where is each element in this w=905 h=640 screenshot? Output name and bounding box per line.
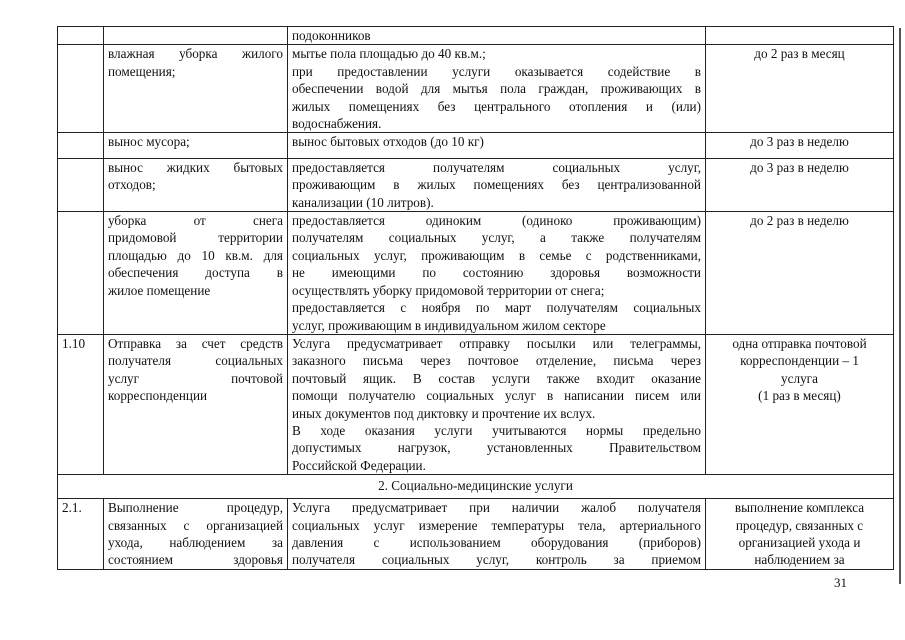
- table-row: [58, 158, 894, 211]
- name-line: придомовой территории: [108, 230, 283, 246]
- description-line: социальных услуг, проживающим в семье с родственниками,: [292, 247, 701, 263]
- row-number-cell: [58, 158, 104, 211]
- row-number-cell: [58, 212, 104, 335]
- description-line: при предоставлении услуги оказывается содействие в: [292, 63, 701, 79]
- table-row: [58, 334, 894, 474]
- table-row: [58, 499, 894, 570]
- description-line: заказного письма через почтовое отделение, письма через: [292, 353, 701, 369]
- service-name-cell: [104, 27, 288, 45]
- service-description-cell: [288, 499, 706, 570]
- description-line: допустимых нагрузок, установленных Правительством: [292, 440, 701, 456]
- service-description-cell: [288, 27, 706, 45]
- service-name-cell: [104, 212, 288, 335]
- table-row: [58, 45, 894, 133]
- description-line: мытье пола площадью до 40 кв.м.;: [292, 46, 486, 62]
- name-line: связанных с организацией: [108, 517, 283, 533]
- name-line: вынос мусора;: [108, 134, 190, 150]
- name-line: Выполнение процедур,: [108, 500, 283, 516]
- services-table: [57, 26, 894, 570]
- table-row: [58, 133, 894, 158]
- frequency-line: выполнение комплекса: [734, 500, 865, 516]
- scan-edge-line: [899, 28, 901, 584]
- name-line: ухода, наблюдением за: [108, 534, 283, 550]
- frequency-line: организацией ухода и: [738, 534, 861, 550]
- frequency-cell: до 2 раз в месяц: [706, 45, 894, 133]
- description-line: вынос бытовых отходов (до 10 кг): [292, 134, 484, 150]
- service-description-cell: [288, 334, 706, 474]
- service-description-cell: [288, 158, 706, 211]
- description-line: давления с использованием оборудования (приборов): [292, 534, 701, 550]
- row-number-cell: [58, 27, 104, 45]
- description-line: водоснабжения.: [292, 116, 382, 132]
- description-line: Услуга предусматривает отправку посылки или телеграммы,: [292, 335, 701, 351]
- table-row: [58, 212, 894, 335]
- name-line: получателя социальных: [108, 353, 283, 369]
- service-name-cell: [104, 158, 288, 211]
- frequency-cell: до 2 раз в неделю: [706, 212, 894, 335]
- section-header-row: [58, 475, 894, 499]
- description-line: проживающим в жилых помещениях без централизованной: [292, 177, 701, 193]
- frequency-cell: [706, 334, 894, 474]
- name-line: площадью до 10 кв.м. для: [108, 247, 283, 263]
- frequency-line: услуга: [781, 370, 818, 386]
- description-line: осуществлять уборку придомовой территории от снега;: [292, 282, 605, 298]
- description-line: подоконников: [292, 28, 371, 43]
- row-number-cell: [58, 45, 104, 133]
- description-line: В ходе оказания услуги учитываются нормы предельно: [292, 422, 701, 438]
- row-number-cell: 1.10: [58, 334, 104, 474]
- frequency-cell: [706, 27, 894, 45]
- description-line: предоставляется с ноября по март получателям социальных: [292, 300, 701, 316]
- description-line: Российской Федерации.: [292, 457, 426, 473]
- service-name-cell: [104, 45, 288, 133]
- name-line: уборка от снега: [108, 213, 283, 229]
- page-number: 31: [834, 575, 847, 590]
- name-line: вынос жидких бытовых: [108, 159, 283, 175]
- description-line: жилых помещениях без центрального отопления и (или): [292, 98, 701, 114]
- description-line: получателям социальных услуг, а также получателям: [292, 230, 701, 246]
- description-line: Услуга предусматривает при наличии жалоб получателя: [292, 500, 701, 516]
- table-row: [58, 27, 894, 45]
- description-line: получателя социальных услуг, контроль за приемом: [292, 552, 701, 568]
- frequency-cell: [706, 499, 894, 570]
- description-line: обеспечении водой для мытья пола граждан, проживающих в: [292, 81, 701, 97]
- row-number-cell: 2.1.: [58, 499, 104, 570]
- frequency-line: корреспонденции – 1: [740, 353, 859, 369]
- description-line: предоставляется одиноким (одиноко проживающим): [292, 213, 701, 229]
- description-line: иных документов под диктовку и прочтение их вслух.: [292, 405, 596, 421]
- description-line: социальных услуг измерение температуры тела, артериального: [292, 517, 701, 533]
- description-line: помощи получателю социальных услуг в написании писем или: [292, 388, 701, 404]
- name-line: влажная уборка жилого: [108, 46, 283, 62]
- service-description-cell: [288, 212, 706, 335]
- service-name-cell: [104, 334, 288, 474]
- frequency-line: одна отправка почтовой: [732, 335, 867, 351]
- name-line: жилое помещение: [108, 282, 211, 298]
- description-line: предоставляется получателям социальных услуг,: [292, 159, 701, 175]
- row-number-cell: [58, 133, 104, 158]
- frequency-line: процедур, связанных с: [735, 517, 864, 533]
- description-line: канализации (10 литров).: [292, 194, 434, 210]
- description-line: услуг, проживающим в индивидуальном жилом секторе: [292, 317, 606, 333]
- service-description-cell: [288, 133, 706, 158]
- description-line: почтовый ящик. В состав услуги также входит оказание: [292, 370, 701, 386]
- name-line: помещения;: [108, 63, 176, 79]
- name-line: корреспонденции: [108, 388, 208, 404]
- name-line: обеспечения доступа в: [108, 265, 283, 281]
- service-name-cell: [104, 133, 288, 158]
- section-title: 2. Социально-медицинские услуги: [58, 475, 894, 499]
- name-line: услуг почтовой: [108, 370, 283, 386]
- frequency-cell: до 3 раз в неделю: [706, 133, 894, 158]
- frequency-line: наблюдением за: [754, 552, 845, 568]
- service-name-cell: [104, 499, 288, 570]
- frequency-cell: до 3 раз в неделю: [706, 158, 894, 211]
- description-line: не имеющими по состоянию здоровья возможности: [292, 265, 701, 281]
- frequency-line: (1 раз в месяц): [758, 388, 841, 404]
- name-line: отходов;: [108, 177, 156, 193]
- name-line: Отправка за счет средств: [108, 335, 283, 351]
- name-line: состоянием здоровья: [108, 552, 283, 568]
- service-description-cell: [288, 45, 706, 133]
